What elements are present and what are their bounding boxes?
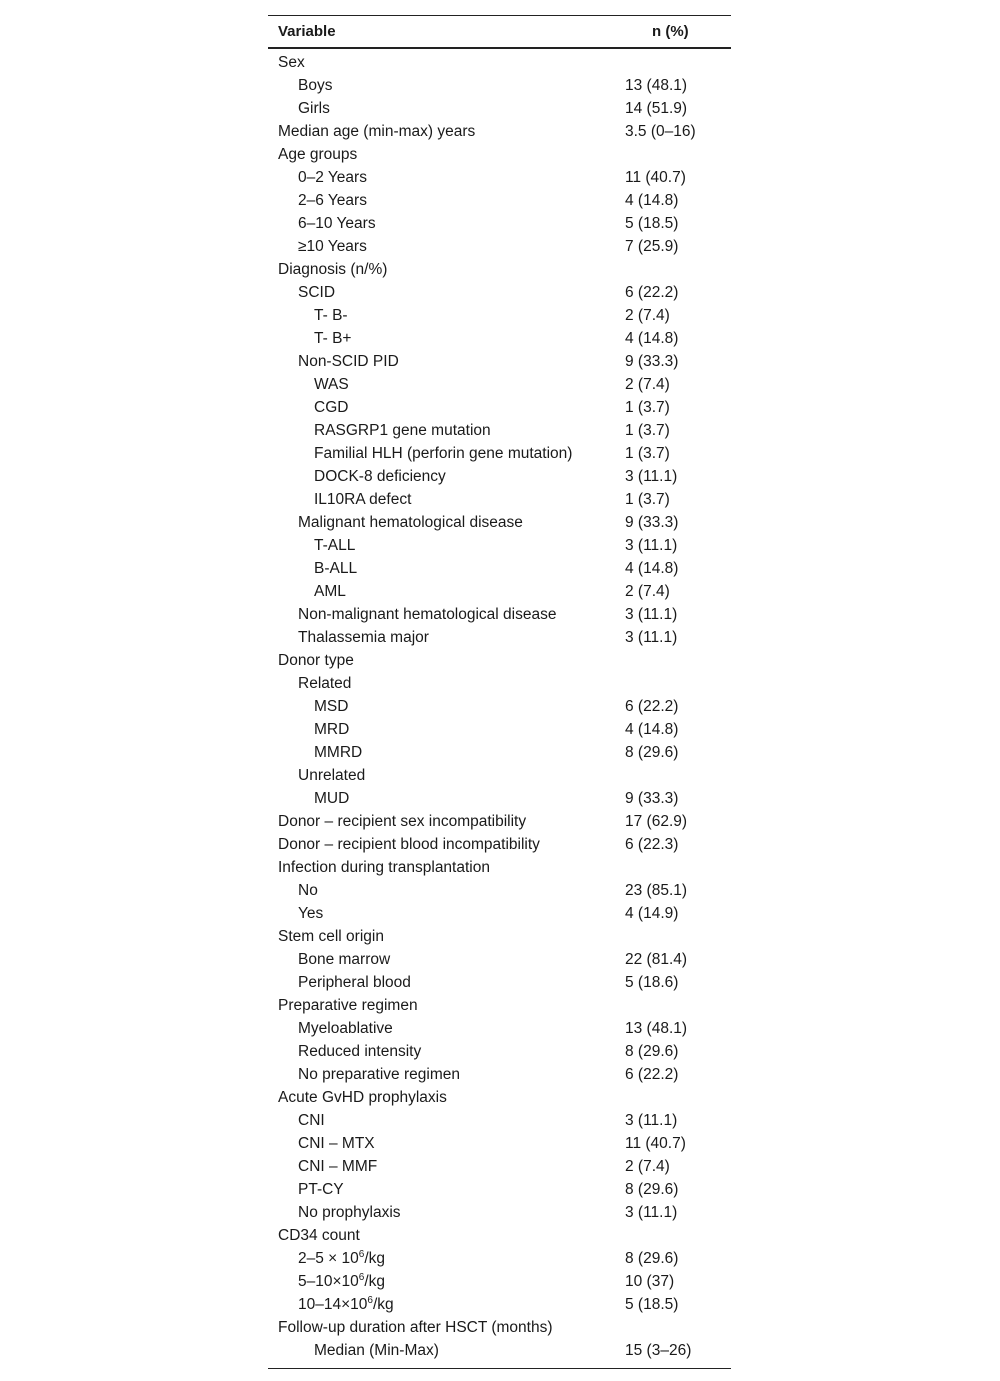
row-label: Median age (min-max) years xyxy=(278,123,476,140)
row-label: ≥10 Years xyxy=(298,238,367,255)
table-header xyxy=(268,16,731,49)
row-label: Related xyxy=(298,675,352,692)
row-label: Acute GvHD prophylaxis xyxy=(278,1089,447,1106)
row-value: 3 (11.1) xyxy=(625,1112,678,1129)
table-row xyxy=(268,212,731,235)
table-row xyxy=(268,1224,731,1247)
table-row xyxy=(268,235,731,258)
row-label: Girls xyxy=(298,100,330,117)
row-label-superscript: 6 xyxy=(358,1271,365,1283)
table-row xyxy=(268,281,731,304)
row-label: Yes xyxy=(298,905,324,922)
row-label: Median (Min-Max) xyxy=(314,1342,439,1359)
row-label: Non-malignant hematological disease xyxy=(298,606,557,623)
row-label: 6–10 Years xyxy=(298,215,376,232)
row-value: 8 (29.6) xyxy=(625,1181,679,1198)
table-row xyxy=(268,603,731,626)
table-row xyxy=(268,1040,731,1063)
table-row xyxy=(268,1293,731,1316)
row-label: MSD xyxy=(314,698,349,715)
row-label: T- B+ xyxy=(314,330,352,347)
row-label: MRD xyxy=(314,721,350,738)
table-body xyxy=(268,49,731,1368)
row-label: No preparative regimen xyxy=(298,1066,460,1083)
row-value: 13 (48.1) xyxy=(625,77,688,94)
row-value: 4 (14.8) xyxy=(625,560,679,577)
table-row xyxy=(268,442,731,465)
row-value: 17 (62.9) xyxy=(625,813,688,830)
row-value: 11 (40.7) xyxy=(625,169,686,186)
row-label-superscript: 6 xyxy=(367,1294,373,1306)
row-value: 1 (3.7) xyxy=(625,445,670,462)
row-label: Diagnosis (n/%) xyxy=(278,261,388,278)
table-row xyxy=(268,189,731,212)
row-label: RASGRP1 gene mutation xyxy=(314,422,491,439)
table-row xyxy=(268,534,731,557)
table-row xyxy=(268,1155,731,1178)
header-variable: Variable xyxy=(278,23,336,40)
row-value: 10 (37) xyxy=(625,1273,675,1290)
table-row xyxy=(268,718,731,741)
row-label: Stem cell origin xyxy=(278,928,384,945)
row-label: CNI – MMF xyxy=(298,1158,378,1175)
row-value: 3 (11.1) xyxy=(625,537,678,554)
row-label: Unrelated xyxy=(298,767,366,784)
row-label: Bone marrow xyxy=(298,951,391,968)
row-value: 6 (22.2) xyxy=(625,1066,679,1083)
row-label: DOCK-8 deficiency xyxy=(314,468,446,485)
row-label: Malignant hematological disease xyxy=(298,514,523,531)
row-value: 4 (14.8) xyxy=(625,330,679,347)
table-row xyxy=(268,120,731,143)
row-label: CD34 count xyxy=(278,1227,360,1244)
row-label: $5-10\times 10^6/kg$ xyxy=(298,1271,386,1290)
row-label: Sex xyxy=(278,54,305,71)
row-value: 15 (3–26) xyxy=(625,1342,692,1359)
row-value: 6 (22.2) xyxy=(625,284,679,301)
row-label: Infection during transplantation xyxy=(278,859,490,876)
row-label: IL10RA defect xyxy=(314,491,412,508)
row-label: CNI xyxy=(298,1112,325,1129)
row-label: CNI – MTX xyxy=(298,1135,375,1152)
table-row xyxy=(268,396,731,419)
table-row xyxy=(268,166,731,189)
table-row xyxy=(268,304,731,327)
table-row xyxy=(268,1316,731,1339)
row-label: AML xyxy=(314,583,346,600)
table-row xyxy=(268,741,731,764)
table-row xyxy=(268,51,731,74)
row-label: Myeloablative xyxy=(298,1020,393,1037)
row-label: SCID xyxy=(298,284,336,301)
table-row xyxy=(268,465,731,488)
table-row xyxy=(268,902,731,925)
table-row xyxy=(268,672,731,695)
row-label: T-ALL xyxy=(314,537,356,554)
row-value: 2 (7.4) xyxy=(625,583,670,600)
row-label: $2-5 \times 10^6/kg$ xyxy=(298,1248,386,1267)
row-value: 3.5 (0–16) xyxy=(625,123,696,140)
table-row xyxy=(268,1178,731,1201)
table-row xyxy=(268,879,731,902)
header-value: n (%) xyxy=(652,23,689,40)
row-value: 5 (18.6) xyxy=(625,974,679,991)
row-label: Peripheral blood xyxy=(298,974,411,991)
row-label: Non-SCID PID xyxy=(298,353,399,370)
data-table xyxy=(268,15,731,1369)
row-value: 3 (11.1) xyxy=(625,1204,678,1221)
row-label: Reduced intensity xyxy=(298,1043,422,1060)
row-label: $10-14\times 10^6/kg$ xyxy=(298,1294,394,1313)
table-row xyxy=(268,1339,731,1362)
row-value: 8 (29.6) xyxy=(625,744,679,761)
row-label: Follow-up duration after HSCT (months) xyxy=(278,1319,553,1336)
row-value: 7 (25.9) xyxy=(625,238,679,255)
row-value: 1 (3.7) xyxy=(625,399,670,416)
row-label: No xyxy=(298,882,318,899)
row-value: 2 (7.4) xyxy=(625,376,670,393)
row-value: 22 (81.4) xyxy=(625,951,688,968)
row-label-superscript: 6 xyxy=(358,1248,365,1260)
row-label: Donor – recipient blood incompatibility xyxy=(278,836,540,853)
table-row xyxy=(268,488,731,511)
table-row xyxy=(268,97,731,120)
row-value: 5 (18.5) xyxy=(625,1296,679,1313)
table-row xyxy=(268,833,731,856)
table-row xyxy=(268,1270,731,1293)
row-label: CGD xyxy=(314,399,349,416)
table-row xyxy=(268,925,731,948)
table-row xyxy=(268,626,731,649)
row-label: Familial HLH (perforin gene mutation) xyxy=(314,445,573,462)
table-row xyxy=(268,258,731,281)
table-row xyxy=(268,787,731,810)
row-label: MUD xyxy=(314,790,350,807)
table-row xyxy=(268,971,731,994)
row-value: 4 (14.9) xyxy=(625,905,679,922)
table-row xyxy=(268,1086,731,1109)
row-value: 2 (7.4) xyxy=(625,1158,670,1175)
table-row xyxy=(268,695,731,718)
row-label: Donor – recipient sex incompatibility xyxy=(278,813,527,830)
table-row xyxy=(268,649,731,672)
row-value: 1 (3.7) xyxy=(625,422,670,439)
row-label: MMRD xyxy=(314,744,363,761)
row-value: 13 (48.1) xyxy=(625,1020,688,1037)
row-value: 11 (40.7) xyxy=(625,1135,686,1152)
table-row xyxy=(268,511,731,534)
row-label: T- B- xyxy=(314,307,348,324)
row-label: No prophylaxis xyxy=(298,1204,401,1221)
table-row xyxy=(268,557,731,580)
row-value: 9 (33.3) xyxy=(625,514,679,531)
row-value: 1 (3.7) xyxy=(625,491,670,508)
table-row xyxy=(268,1201,731,1224)
table-row xyxy=(268,373,731,396)
row-value: 4 (14.8) xyxy=(625,192,679,209)
table-row xyxy=(268,810,731,833)
row-value: 14 (51.9) xyxy=(625,100,688,117)
table-row xyxy=(268,327,731,350)
row-value: 2 (7.4) xyxy=(625,307,670,324)
table-row xyxy=(268,1132,731,1155)
table-row xyxy=(268,1247,731,1270)
table-row xyxy=(268,143,731,166)
row-value: 23 (85.1) xyxy=(625,882,688,899)
row-label: Boys xyxy=(298,77,333,94)
row-value: 5 (18.5) xyxy=(625,215,679,232)
row-label: Preparative regimen xyxy=(278,997,418,1014)
row-value: 6 (22.3) xyxy=(625,836,679,853)
table-row xyxy=(268,948,731,971)
row-value: 3 (11.1) xyxy=(625,468,678,485)
row-value: 9 (33.3) xyxy=(625,790,679,807)
row-value: 8 (29.6) xyxy=(625,1250,679,1267)
row-label: 0–2 Years xyxy=(298,169,367,186)
row-label: PT-CY xyxy=(298,1181,344,1198)
table-row xyxy=(268,1017,731,1040)
table-row xyxy=(268,74,731,97)
row-label: Donor type xyxy=(278,652,354,669)
table-row xyxy=(268,764,731,787)
table-row xyxy=(268,994,731,1017)
table-row xyxy=(268,419,731,442)
table-row xyxy=(268,1063,731,1086)
row-label: Thalassemia major xyxy=(298,629,429,646)
row-value: 3 (11.1) xyxy=(625,606,678,623)
row-label: 2–6 Years xyxy=(298,192,367,209)
row-value: 3 (11.1) xyxy=(625,629,678,646)
table-row xyxy=(268,1109,731,1132)
row-value: 6 (22.2) xyxy=(625,698,679,715)
table-row xyxy=(268,580,731,603)
table-row xyxy=(268,856,731,879)
row-value: 4 (14.8) xyxy=(625,721,679,738)
row-label: WAS xyxy=(314,376,349,393)
row-label: Age groups xyxy=(278,146,358,163)
row-label: B-ALL xyxy=(314,560,358,577)
row-value: 9 (33.3) xyxy=(625,353,679,370)
table-row xyxy=(268,350,731,373)
row-value: 8 (29.6) xyxy=(625,1043,679,1060)
